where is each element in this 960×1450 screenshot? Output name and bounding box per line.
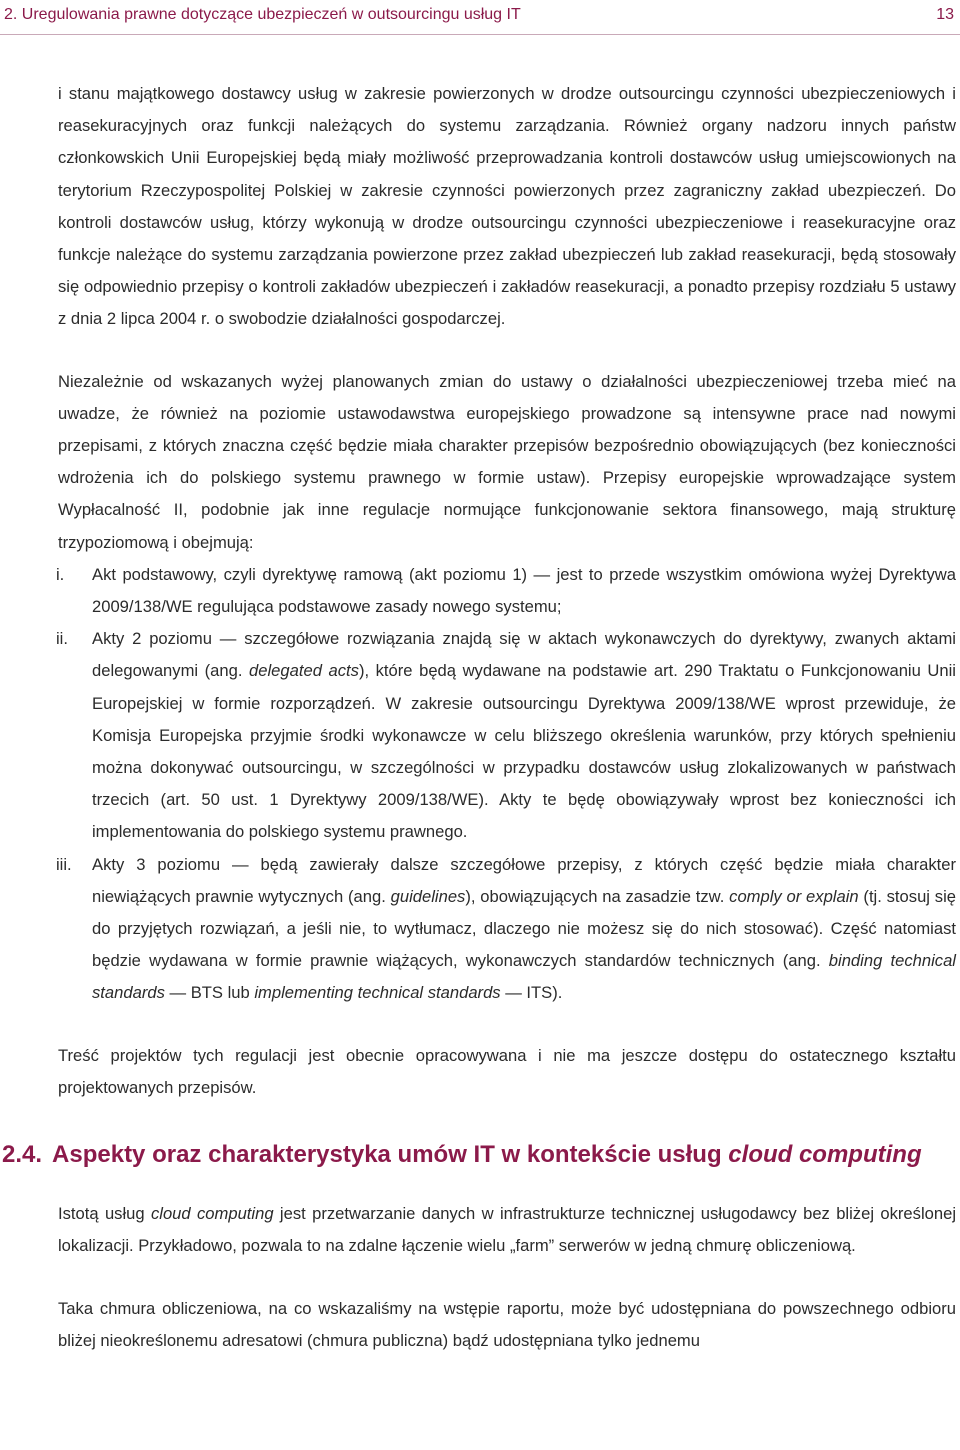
list-item-text: Akty 2 poziomu — szczegółowe rozwiązania znajdą się w aktach wykonawczych do dyrektywy, zwanych aktami delegowanymi (ang. xyxy=(92,629,956,681)
list-marker: i. xyxy=(56,564,65,584)
paragraph-gap xyxy=(58,1263,956,1293)
header-divider xyxy=(0,34,960,35)
paragraph-text: Istotą usług xyxy=(58,1204,151,1224)
paragraph-drafts: Treść projektów tych regulacji jest obecnie opracowywana i nie ma jeszcze dostępu do ostatecznego kształtu projektowanych przepisów. xyxy=(58,1045,956,1097)
paragraph-text: jest przetwarzanie danych w infrastrukturze technicznej usługodawcy bez bliżej określonej lokalizacji. Przykładowo, pozwala to na zdalne łączenie wielu „farm” serwerów w jedną chmurę obliczeniową. xyxy=(58,1204,957,1256)
list-item xyxy=(58,849,956,1010)
section-heading xyxy=(2,1140,956,1170)
running-header-title: 2. Uregulowania prawne dotyczące ubezpieczeń w outsourcingu usług IT xyxy=(4,6,521,23)
paragraph-gap xyxy=(58,336,956,366)
list-item-italic-term: delegated acts xyxy=(249,661,359,681)
list-item-italic-term: implementing technical standards xyxy=(254,983,501,1003)
list-item-text: ), które będą wydawane na podstawie art. 290 Traktatu o Funkcjonowaniu Unii Europejskiej w formie rozporządzeń. W zakresie outsourcingu Dyrektywa 2009/138/WE wprost przewiduje, że Komisja Europejska przyjmie środki wykonawcze w celu bliższego określenia warunków, przy których spełnieniu można dokonywać outsourcingu, w szczególności w przypadku dostawców usług zlokalizowanych w państwach trzecich (art. 50 ust. 1 Dyrektywy 2009/138/WE). Akty te będę obowiązywały wprost bez konieczności ich implementowania do polskiego systemu prawnego. xyxy=(92,661,956,842)
section-title: Aspekty oraz charakterystyka umów IT w kontekście usług xyxy=(52,1141,729,1169)
list-item-text: ), obowiązujących na zasadzie tzw. xyxy=(465,886,730,906)
list-item-italic-term: guidelines xyxy=(390,886,466,906)
paragraph-continued: i stanu majątkowego dostawcy usług w zakresie powierzonych w drodze outsourcingu czynności ubezpieczeniowych i reasekuracyjnych oraz funkcji należących do systemu zarządzania. Również organy nadzoru innych państw członkowskich Unii Europejskiej będą miały możliwość przeprowadzania kontroli dostawców usług umiejscowionych na terytorium Rzeczypospolitej Polskiej w zakresie czynności powierzonych przez zagraniczny zakład ubezpieczeń. Do kontroli dostawców usług, którzy wykonują w drodze outsourcingu czynności ubezpieczeniowe i reasekuracyjne oraz funkcje należące do systemu zarządzania powierzone przez zakład ubezpieczeń lub zakład reasekuracji, będą stosowały się odpowiednio przepisy o kontroli zakładów ubezpieczeń i zakładów reasekuracji, a ponadto przepisy rozdziału 5 ustawy z dnia 2 lipca 2004 r. o swobodzie działalności gospodarczej. xyxy=(58,84,956,329)
list-item xyxy=(58,623,956,848)
paragraph-cloud-essence xyxy=(58,1198,956,1262)
page-body xyxy=(2,78,957,1357)
list-item-text: Akty 3 poziomu — będą zawierały dalsze szczegółowe przepisy, z których część będzie miała charakter niewiążących prawnie wytycznych (ang. xyxy=(92,854,956,906)
running-header xyxy=(0,0,960,34)
list-marker: iii. xyxy=(56,854,72,874)
italic-term: cloud computing xyxy=(150,1204,274,1224)
list-item-text: (tj. stosuj się do przyjętych rozwiązań, a jeśli nie, to wytłumacz, dlaczego nie możesz się do nich stosować). Część natomiast będzie wydawana w formie prawnie wiążących, wykonawczych standardów technicznych (ang. xyxy=(92,886,956,971)
list-item xyxy=(58,559,956,623)
page-number: 13 xyxy=(936,6,954,23)
list-marker: ii. xyxy=(56,629,68,649)
levels-list xyxy=(58,559,956,1010)
section-title-italic: cloud computing xyxy=(728,1141,922,1169)
list-item-italic-term: comply or explain xyxy=(729,886,859,906)
list-item-text: — ITS). xyxy=(500,983,563,1003)
list-item-italic-term: binding technical standards xyxy=(92,951,956,1003)
paragraph-solvency: Niezależnie od wskazanych wyżej planowanych zmian do ustawy o działalności ubezpieczeniowej trzeba mieć na uwadze, że również na poziomie ustawodawstwa europejskiego prowadzone są intensywne prace nad nowymi przepisami, z których znaczna część będzie miała charakter przepisów bezpośrednio obowiązujących (bez konieczności wdrożenia ich do polskiego systemu prawnego w formie ustaw). Przepisy europejskie wprowadzające system Wypłacalność II, podobnie jak inne regulacje normujące funkcjonowanie sektora finansowego, mają strukturę trzypoziomową i obejmują: xyxy=(58,371,956,552)
paragraph-gap xyxy=(58,1010,956,1040)
list-item-text: Akt podstawowy, czyli dyrektywę ramową (akt poziomu 1) — jest to przede wszystkim omówiona wyżej Dyrektywa 2009/138/WE regulująca podstawowe zasady nowego systemu; xyxy=(92,564,956,617)
paragraph-cloud-types: Taka chmura obliczeniowa, na co wskazaliśmy na wstępie raportu, może być udostępniana do powszechnego odbioru bliżej nieokreślonemu adresatowi (chmura publiczna) bądź udostępniana tylko jednemu xyxy=(58,1298,956,1350)
list-item-text: — BTS lub xyxy=(164,983,255,1003)
section-number: 2.4. xyxy=(2,1141,43,1169)
